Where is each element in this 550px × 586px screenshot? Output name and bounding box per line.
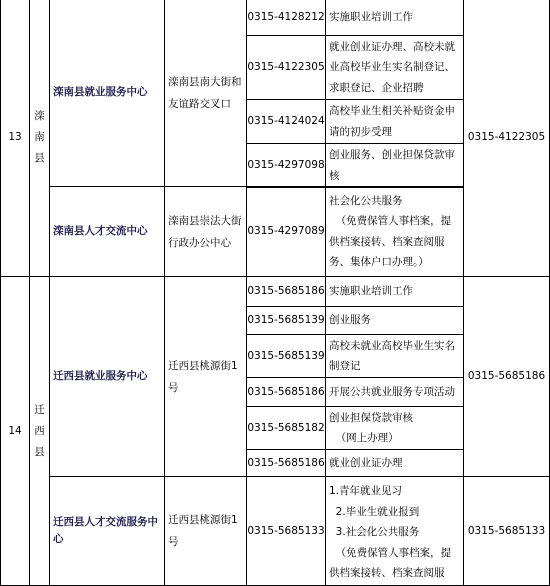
service-phone [246, 334, 326, 378]
service-phone [246, 276, 326, 307]
org-address-text: 迁西县桃源街1号 [168, 514, 238, 548]
main-phone [463, 0, 550, 277]
service-description [325, 99, 464, 144]
org-address [164, 186, 247, 277]
service-phone [246, 0, 326, 36]
service-description-line: 2.毕业生就业报到 [329, 505, 420, 518]
service-description-line: 3.社会化公共服务 [329, 526, 420, 538]
service-phone-text: 0315-5685133 [247, 524, 325, 537]
service-phone-text: 0315-4297089 [247, 225, 325, 237]
main-phone [463, 476, 550, 586]
org-name [49, 186, 165, 277]
service-phone [246, 377, 326, 407]
service-phone-text: 0315-4122305 [247, 61, 325, 73]
service-description-line: 高校毕业生相关补贴资金申 [329, 105, 455, 117]
service-description [325, 377, 464, 407]
service-description-text: 实施职业培训工作 [329, 285, 413, 298]
service-description [325, 0, 464, 36]
service-description-line: 创业服务、创业担保贷款审 [329, 149, 455, 161]
service-description-line: 务、集体户口办理。） [329, 256, 429, 268]
service-phone-text: 0315-5685139 [247, 314, 325, 326]
main-phone-text: 0315-5685133 [467, 524, 546, 537]
service-description-line: 核 [329, 169, 340, 182]
service-description-line: 就业创业证办理、高校未就 [329, 40, 455, 53]
org-name-text: 滦南县人才交流中心 [53, 225, 148, 237]
service-description-line: （免费保管人事档案，提 [329, 546, 452, 559]
row-number-text: 14 [8, 424, 22, 437]
org-name [49, 276, 165, 477]
service-description-line: 供档案接转、档案查阅服 [329, 567, 445, 579]
org-name-text: 迁西县人才交流服务中心 [53, 516, 158, 545]
org-address [164, 0, 247, 187]
service-phone-text: 0315-4128212 [247, 10, 325, 23]
service-description-line: 请的初步受理 [329, 125, 392, 138]
county-char: 县 [34, 152, 45, 164]
service-description [325, 186, 464, 277]
service-description-line: 社会化公共服务 [329, 194, 403, 207]
org-name-text: 迁西县就业服务中心 [53, 370, 148, 382]
main-phone-text: 0315-5685186 [467, 370, 546, 382]
org-address-text: 迁西县桃源街1号 [168, 359, 238, 394]
org-address-text: 滦南县崇法大街行政办公中心 [168, 214, 242, 249]
service-phone [246, 186, 326, 277]
service-phone-text: 0315-5685182 [247, 421, 325, 434]
service-phone [246, 406, 326, 450]
org-address [164, 276, 247, 477]
service-description [325, 276, 464, 307]
county-name [29, 0, 50, 277]
service-description [325, 449, 464, 477]
service-description-line: 业高校毕业生实名制登记、 [329, 61, 455, 74]
service-description-text: 就业创业证办理 [329, 456, 403, 469]
county-char: 县 [34, 445, 45, 458]
service-description-line: （免费保管人事档案，提 [329, 215, 452, 227]
county-name [29, 276, 50, 586]
service-description-text: 开展公共就业服务专项活动 [329, 385, 455, 398]
service-description-line: 1.青年就业见习 [329, 485, 403, 497]
service-phone [246, 35, 326, 100]
county-char: 西 [34, 424, 45, 437]
service-description-line: （网上办理） [329, 432, 399, 444]
org-address-text: 滦南县南大街和友谊路交叉口 [168, 75, 242, 110]
county-char: 南 [34, 131, 45, 143]
service-phone-text: 0315-4297098 [247, 159, 325, 171]
service-description-line: 供档案接转、档案查阅服 [329, 235, 445, 248]
service-phone [246, 306, 326, 335]
service-description-text: 创业服务 [329, 314, 371, 327]
org-name-text: 滦南县就业服务中心 [53, 86, 148, 98]
service-description-line: 制登记 [329, 360, 361, 372]
service-description-line: 创业担保贷款审核 [329, 411, 413, 424]
service-description [325, 476, 464, 586]
service-phone-text: 0315-5685186 [247, 456, 325, 469]
county-char: 迁 [34, 403, 45, 416]
service-phone [246, 449, 326, 477]
main-phone-text: 0315-4122305 [467, 131, 546, 143]
row-number [0, 0, 30, 277]
service-description [325, 306, 464, 335]
service-phone-text: 0315-5685139 [247, 349, 325, 362]
org-name [49, 0, 165, 187]
service-description [325, 35, 464, 100]
org-name [49, 476, 165, 586]
service-phone [246, 99, 326, 144]
org-address [164, 476, 247, 586]
service-description [325, 406, 464, 450]
service-phone [246, 476, 326, 586]
service-phone-text: 0315-5685186 [247, 385, 325, 398]
row-number [0, 276, 30, 586]
service-description-line: 高校未就业高校毕业生实名 [329, 339, 455, 352]
service-phone-text: 0315-5685186 [247, 285, 325, 297]
service-description-line: 求职登记、企业招聘 [329, 81, 424, 94]
service-phone [246, 143, 326, 188]
county-char: 滦 [34, 110, 45, 122]
service-description [325, 143, 464, 188]
service-description-text: 实施职业培训工作 [329, 10, 413, 23]
service-phone-text: 0315-4124024 [247, 115, 325, 127]
main-phone [463, 276, 550, 477]
row-number-text: 13 [8, 131, 22, 143]
service-description [325, 334, 464, 378]
